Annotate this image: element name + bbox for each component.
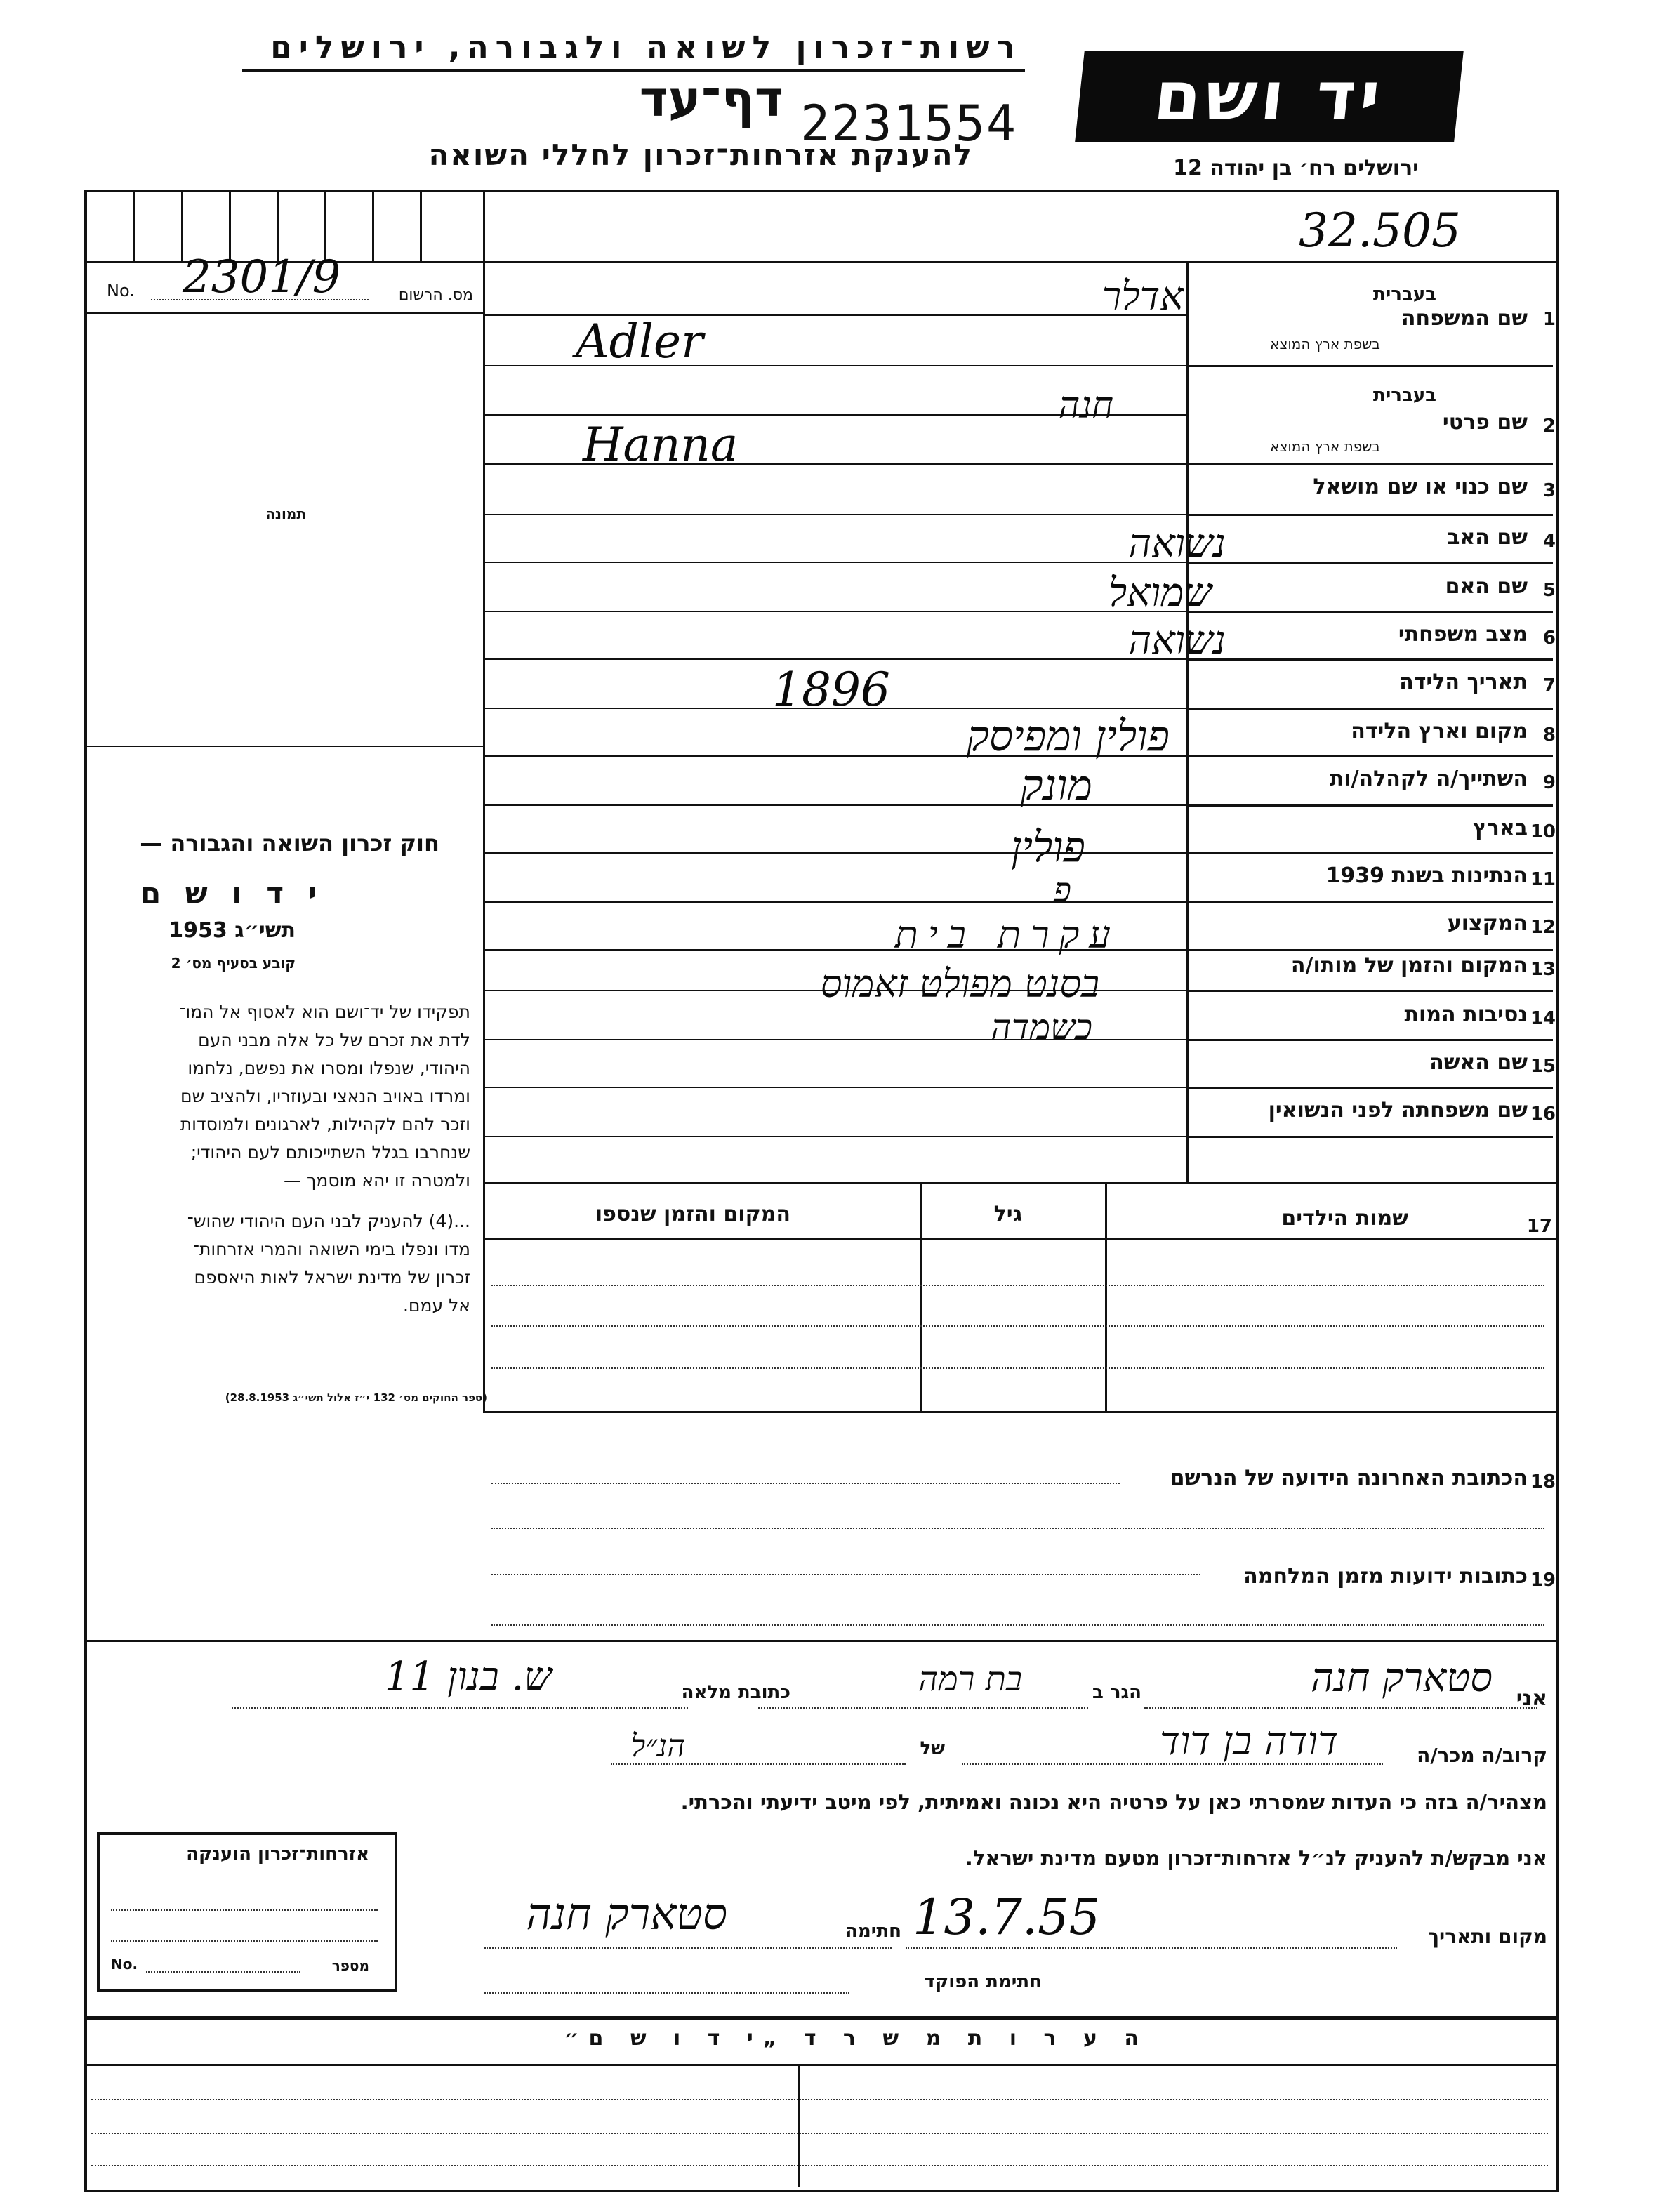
writing-line <box>483 1087 1186 1088</box>
registration-value: 2301/9 <box>183 251 341 303</box>
law-clause: קובע בסעיף מס׳ 2 <box>171 955 296 972</box>
row-border <box>1186 463 1553 465</box>
remarks-title: ה ע ר ו ת מ ש ר ד „י ד ו ש ם״ <box>564 2026 1149 2051</box>
strip-divider <box>181 190 183 261</box>
field-sub-origin: בשפת ארץ המוצא <box>1270 336 1380 352</box>
remarks-header-bottom <box>84 2064 1556 2066</box>
field-label-birth-date: תאריך הלידה <box>1399 670 1528 694</box>
children-row <box>491 1325 1544 1327</box>
field-label-community: השתייך/ה לקהלה/ות <box>1329 767 1528 791</box>
strip-divider <box>133 190 135 261</box>
field-value-community: מונק <box>1020 761 1092 810</box>
remarks-divider <box>798 2064 800 2187</box>
field-sub-hebrew: בעברית <box>1372 284 1436 305</box>
form-title: דף־עד <box>639 70 783 128</box>
decl-relative-value: דודה בן דוד <box>1160 1718 1338 1764</box>
strip-divider <box>420 190 422 261</box>
field-value-first-name-latin: Hanna <box>583 418 739 472</box>
writing-line <box>483 1136 1186 1137</box>
serial-number: 2231554 <box>800 95 1018 152</box>
field-value-birthplace: פולין ומפיסק <box>966 712 1170 761</box>
field-label-wartime-addresses: כתובות ידועות מזמן המלחמה <box>1243 1564 1528 1589</box>
decl-signature-label: חתימה <box>845 1921 901 1942</box>
decl-address-label: כתובת מלאה <box>681 1682 790 1703</box>
decl-shel-label: של <box>920 1738 945 1759</box>
field-number: 4 <box>1542 531 1556 552</box>
decl-line <box>906 1947 1397 1949</box>
field-number: 5 <box>1542 580 1556 601</box>
field-value-citizenship-1939: פ <box>1053 870 1071 910</box>
law-line: שנחרבו בגלל השתייכותם לעם היהודי; <box>190 1142 470 1163</box>
field-value-death-place-time: בסנט מפולט זאמוס <box>820 962 1099 1006</box>
field-value-mother: שמואל <box>1109 570 1212 616</box>
registration-row-bottom <box>84 312 483 314</box>
children-col-place: המקום והזמן שנספו <box>595 1202 790 1226</box>
children-table-bottom <box>483 1411 1556 1413</box>
field-number: 6 <box>1542 628 1556 649</box>
field-number: 15 <box>1530 1056 1556 1077</box>
row-border <box>1186 1136 1553 1138</box>
remarks-line <box>91 2165 1548 2166</box>
section-divider <box>84 1640 1556 1642</box>
row-border <box>1186 514 1553 516</box>
decl-line <box>232 1707 688 1709</box>
decl-gar-label: הגר ב <box>1092 1682 1141 1703</box>
decl-signature-value: סטארק חנה <box>526 1888 727 1940</box>
field-value-birth-date: 1896 <box>772 663 890 717</box>
decl-gar-value: בת רמה <box>918 1660 1022 1699</box>
address-line <box>491 1574 1200 1575</box>
address-line <box>491 1483 1120 1484</box>
row-border <box>1186 1087 1553 1089</box>
field-number: 18 <box>1530 1471 1556 1492</box>
field-label-country: בארץ <box>1472 816 1528 840</box>
field-label-nickname: שם כנוי או שם מושאל <box>1313 475 1528 499</box>
children-col-age: גיל <box>993 1202 1022 1226</box>
label-column-divider <box>1186 261 1189 1182</box>
law-source: (ספר החוקים מס׳ 132 י״ז אלול תשי״ג 28.8.1953) <box>225 1391 487 1404</box>
citizenship-box-no: No. <box>111 1956 138 1973</box>
field-label-maiden-name: שם משפחתה לפני הנשואין <box>1268 1098 1528 1122</box>
field-number: 10 <box>1530 821 1556 842</box>
children-row <box>491 1285 1544 1286</box>
field-value-first-name-hebrew: חנה <box>1058 385 1113 427</box>
row-border <box>1186 804 1553 807</box>
row-border <box>483 1182 1556 1184</box>
strip-divider <box>372 190 374 261</box>
main-column-divider <box>483 190 485 1411</box>
law-title: חוק זכרון השואה והגבורה — <box>140 830 439 856</box>
field-label-citizenship-1939: הנתינות בשנת 1939 <box>1325 863 1528 888</box>
row-border <box>1186 990 1553 992</box>
law-line: לדת את זכרם של כל אלה מבני העם <box>198 1030 470 1050</box>
decl-ani-label: אני <box>1516 1686 1547 1711</box>
registration-label: מס. הרשום <box>398 286 473 304</box>
top-handwritten-number: 32.505 <box>1299 204 1461 258</box>
decl-statement: מצהיר/ה בזה כי העדות שמסרתי כאן על פרטיה היא נכונה ואמיתית, לפי מיטב ידיעתי והכרתי. <box>680 1790 1547 1814</box>
decl-request: אני מבקש/ת להעניק לנ״ל אזרחות־זכרון מטעם מדינת ישראל. <box>965 1846 1547 1870</box>
field-number: 3 <box>1542 480 1556 501</box>
law-year: תשי״ג 1953 <box>168 918 296 943</box>
authority-title: רשות־זכרון לשואה ולגבורה, ירושלים <box>270 29 1022 65</box>
law-line: ומרדו באויב הנאצי ובעוזריו, ולהציב שם <box>180 1086 470 1106</box>
field-number: 19 <box>1530 1570 1556 1591</box>
children-row <box>491 1367 1544 1369</box>
strip-divider <box>277 190 279 261</box>
children-col-divider <box>920 1182 922 1411</box>
law-line: וזכר להם לקהילות, לארגונים ולמוסדות <box>180 1114 470 1134</box>
field-number: 13 <box>1530 959 1556 980</box>
field-number: 16 <box>1530 1104 1556 1125</box>
writing-line <box>483 562 1186 563</box>
field-value-marital: נשואה <box>1128 618 1226 663</box>
law-line: ...(4) להעניק לבני העם היהודי שהוש־ <box>187 1211 470 1231</box>
law-line: זכרון של מדינת ישראל לאות היאספם <box>194 1267 470 1287</box>
photo-label: תמונה <box>265 505 306 522</box>
citizenship-box-line <box>111 1909 378 1911</box>
citizenship-box-mispar: מספר <box>331 1957 369 1974</box>
field-value-surname-hebrew: אדלר <box>1101 274 1184 319</box>
row-border <box>1186 611 1553 613</box>
field-value-country: פולין <box>1011 823 1085 872</box>
field-label-birthplace: מקום וארץ הלידה <box>1351 719 1528 743</box>
field-number: 7 <box>1542 675 1556 696</box>
law-name: י ד ו ש ם <box>140 876 324 910</box>
decl-line <box>758 1707 1088 1709</box>
field-sub-origin: בשפת ארץ המוצא <box>1270 438 1380 455</box>
field-label-death-place-time: המקום והזמן של מותו/ה <box>1290 953 1528 978</box>
field-label-profession: המקצוע <box>1447 911 1528 936</box>
photo-area-bottom <box>84 746 483 747</box>
field-value-profession: עקרת בית <box>894 913 1120 957</box>
row-border <box>1186 852 1553 854</box>
field-number: 8 <box>1542 724 1556 746</box>
remarks-line <box>91 2133 1548 2134</box>
decl-line <box>484 1992 849 1994</box>
writing-line <box>483 901 1186 903</box>
citizenship-box-title: אזרחות־זכרון הוענקה <box>186 1843 369 1865</box>
remarks-top <box>84 2016 1556 2020</box>
field-number: 12 <box>1530 917 1556 938</box>
field-number: 17 <box>1526 1216 1552 1237</box>
field-label-father: שם האב <box>1447 525 1528 550</box>
citizenship-box-line <box>146 1971 300 1973</box>
field-label-wife-name: שם האשה <box>1429 1050 1528 1075</box>
children-col-names: שמות הילדים <box>1281 1206 1408 1231</box>
registration-no-label: No. <box>107 281 135 300</box>
field-label-first-name: שם פרטי <box>1442 410 1528 435</box>
authority-underline <box>242 69 1025 72</box>
law-line: אל עמם. <box>402 1295 470 1316</box>
row-border <box>1186 562 1553 564</box>
children-col-divider <box>1105 1182 1107 1411</box>
citizenship-box-line <box>111 1940 378 1942</box>
row-border <box>1186 1039 1553 1041</box>
field-value-death-circumstances: כשמדה <box>991 1007 1092 1047</box>
field-label-last-address: הכתובת האחרונה הידועה של הנרשם <box>1170 1466 1528 1490</box>
writing-line <box>483 514 1186 515</box>
law-line: מדו ונפלו בימי השואה והמרי אזרחות־ <box>192 1239 470 1259</box>
address-line <box>491 1528 1544 1529</box>
children-header-bottom <box>483 1238 1556 1240</box>
law-line: תפקידו של יד־ושם הוא לאסוף אל המו־ <box>179 1002 470 1022</box>
top-number-row-bottom <box>483 261 1556 263</box>
row-border <box>1186 755 1553 757</box>
decl-relative-label: קרוב/ה מכר/ה <box>1417 1744 1547 1767</box>
decl-ani-value: סטארק חנה <box>1311 1655 1493 1701</box>
decl-line <box>1144 1707 1537 1709</box>
row-border <box>1186 949 1553 951</box>
decl-date-value: 13.7.55 <box>913 1888 1101 1946</box>
decl-address-value: ש. בנון 11 <box>384 1654 552 1700</box>
row-border <box>1186 901 1553 903</box>
field-number: 1 <box>1542 309 1556 330</box>
field-number: 9 <box>1542 772 1556 793</box>
yad-vashem-logo <box>1075 51 1464 142</box>
decl-place-date-label: מקום ותאריך <box>1427 1925 1547 1948</box>
law-line: ולמטרה זו יהא מוסמך — <box>284 1170 470 1191</box>
logo-text: יד ושם <box>1150 57 1389 135</box>
field-number: 2 <box>1542 416 1556 437</box>
decl-line <box>484 1947 892 1949</box>
address-line <box>491 1624 1544 1626</box>
field-sub-hebrew: בעברית <box>1372 385 1436 406</box>
form-subtitle: להענקת אזרחות־זכרון לחללי השואה <box>428 138 973 172</box>
field-label-surname: שם המשפחה <box>1401 306 1528 331</box>
law-body <box>95 998 470 1320</box>
row-border <box>1186 365 1553 367</box>
writing-line <box>483 611 1186 612</box>
strip-divider <box>229 190 231 261</box>
writing-line <box>483 658 1186 660</box>
office-address: ירושלים רח׳ בן יהודה 12 <box>1173 156 1419 180</box>
field-value-father: נשואה <box>1128 521 1226 567</box>
decl-shel-value: הנ״ל <box>630 1728 685 1764</box>
row-border <box>1186 708 1553 710</box>
law-line: היהודי, שנפלו ומסרו את נפשם, נלחמו <box>187 1058 470 1078</box>
field-label-mother: שם האם <box>1445 574 1528 599</box>
row-border <box>1186 658 1553 661</box>
field-number: 11 <box>1530 869 1556 890</box>
remarks-line <box>91 2099 1548 2100</box>
field-label-death-circumstances: נסיבות המות <box>1404 1002 1528 1027</box>
field-number: 14 <box>1530 1008 1556 1029</box>
field-value-surname-latin: Adler <box>576 314 703 369</box>
strip-divider <box>324 190 326 261</box>
field-label-marital: מצב משפחתי <box>1398 622 1528 647</box>
decl-officer-label: חתימת הפוקד <box>924 1971 1042 1992</box>
